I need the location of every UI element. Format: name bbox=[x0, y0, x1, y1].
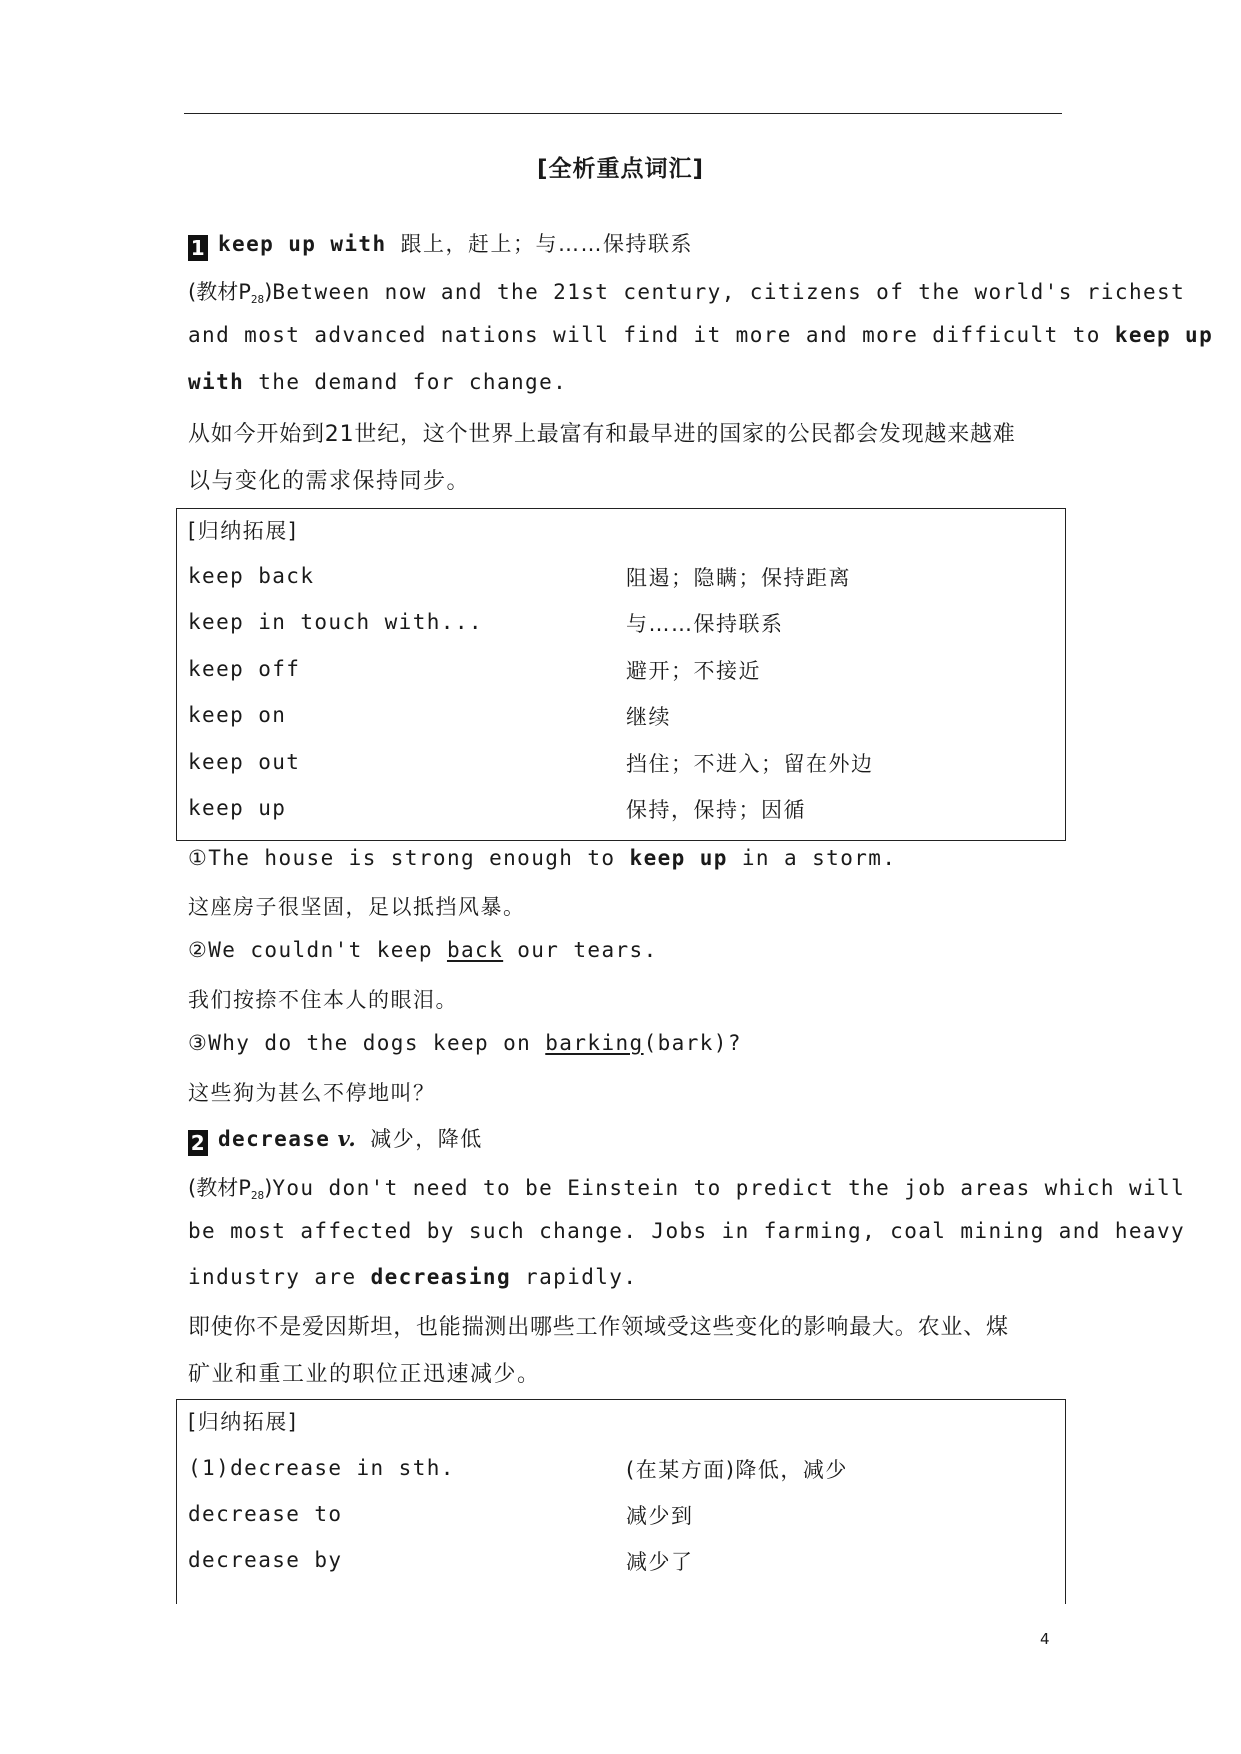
phrase-en: (1)decrease in sth. bbox=[188, 1456, 455, 1480]
example-line-1: (教材$P_{28})You$ don't need to be Einstein to predict the job areas which will bbox=[188, 1176, 1186, 1202]
practice-translation-1: 这座房子很坚固，足以抵挡风暴。 bbox=[188, 895, 526, 919]
phrase-en: keep out bbox=[188, 750, 301, 774]
entry-meaning: 减少，降低 bbox=[370, 1127, 483, 1151]
practice-translation-3: 这些狗为甚么不停地叫？ bbox=[188, 1081, 436, 1105]
example-line-2: and most advanced nations will find it more and more difficult to keep up bbox=[188, 323, 1214, 347]
phrase-zh: 继续 bbox=[626, 705, 671, 729]
phrase-zh: 减少到 bbox=[626, 1504, 694, 1528]
example-line-3: with the demand for change. bbox=[188, 370, 568, 394]
translation-line-1: 即使你不是爱因斯坦，也能揣测出哪些工作领域受这些变化的影响最大。农业、煤 bbox=[188, 1315, 1009, 1340]
phrase-en: decrease by bbox=[188, 1548, 343, 1572]
entry-heading-1 bbox=[188, 228, 693, 261]
phrase-zh: 挡住；不进入；留在外边 bbox=[626, 752, 874, 776]
example-line-1: (教材$P_{28})Between$ now and the 21st century, citizens of the world's richest bbox=[188, 280, 1186, 306]
phrase-en: decrease to bbox=[188, 1502, 343, 1526]
phrase-en: keep back bbox=[188, 564, 315, 588]
entry-heading-2 bbox=[188, 1123, 483, 1156]
phrase-en: keep on bbox=[188, 703, 287, 727]
practice-sentence-3: ③Why do the dogs keep on barking(bark)? bbox=[188, 1031, 742, 1055]
expansion-box-title: [归纳拓展] bbox=[188, 519, 298, 543]
example-line-3: industry are decreasing rapidly. bbox=[188, 1265, 638, 1289]
entry-headword: keep up with bbox=[218, 232, 387, 256]
translation-line-2: 矿业和重工业的职位正迅速减少。 bbox=[188, 1362, 541, 1387]
expansion-box-1 bbox=[176, 508, 1066, 841]
phrase-zh: 避开；不接近 bbox=[626, 659, 761, 683]
header-rule bbox=[184, 113, 1062, 114]
phrase-en: keep up bbox=[188, 796, 287, 820]
part-of-speech: v. bbox=[337, 1126, 357, 1151]
entry-number: 2 bbox=[188, 1130, 208, 1156]
phrase-en: keep in touch with... bbox=[188, 610, 483, 634]
entry-headword: decrease bbox=[218, 1127, 331, 1151]
practice-sentence-2: ②We couldn't keep back our tears. bbox=[188, 938, 658, 962]
example-line-2: be most affected by such change. Jobs in farming, coal mining and heavy bbox=[188, 1219, 1186, 1243]
phrase-zh: (在某方面)降低，减少 bbox=[626, 1458, 848, 1482]
page-number: 4 bbox=[1040, 1630, 1050, 1648]
practice-sentence-1: ①The house is strong enough to keep up in a storm. bbox=[188, 846, 897, 870]
translation-line-1: 从如今开始到21世纪，这个世界上最富有和最早进的国家的公民都会发现越来越难 bbox=[188, 422, 1016, 447]
entry-number: 1 bbox=[188, 235, 208, 261]
expansion-box-title: [归纳拓展] bbox=[188, 1410, 298, 1434]
entry-meaning: 跟上，赶上；与……保持联系 bbox=[400, 232, 694, 256]
phrase-zh: 减少了 bbox=[626, 1550, 694, 1574]
translation-line-2: 以与变化的需求保持同步。 bbox=[188, 469, 471, 494]
phrase-zh: 保持，保持；因循 bbox=[626, 798, 806, 822]
phrase-zh: 与……保持联系 bbox=[626, 612, 784, 636]
section-title: [全析重点词汇] bbox=[536, 156, 705, 182]
practice-translation-2: 我们按捺不住本人的眼泪。 bbox=[188, 988, 458, 1012]
phrase-zh: 阻遏；隐瞒；保持距离 bbox=[626, 566, 851, 590]
phrase-en: keep off bbox=[188, 657, 301, 681]
